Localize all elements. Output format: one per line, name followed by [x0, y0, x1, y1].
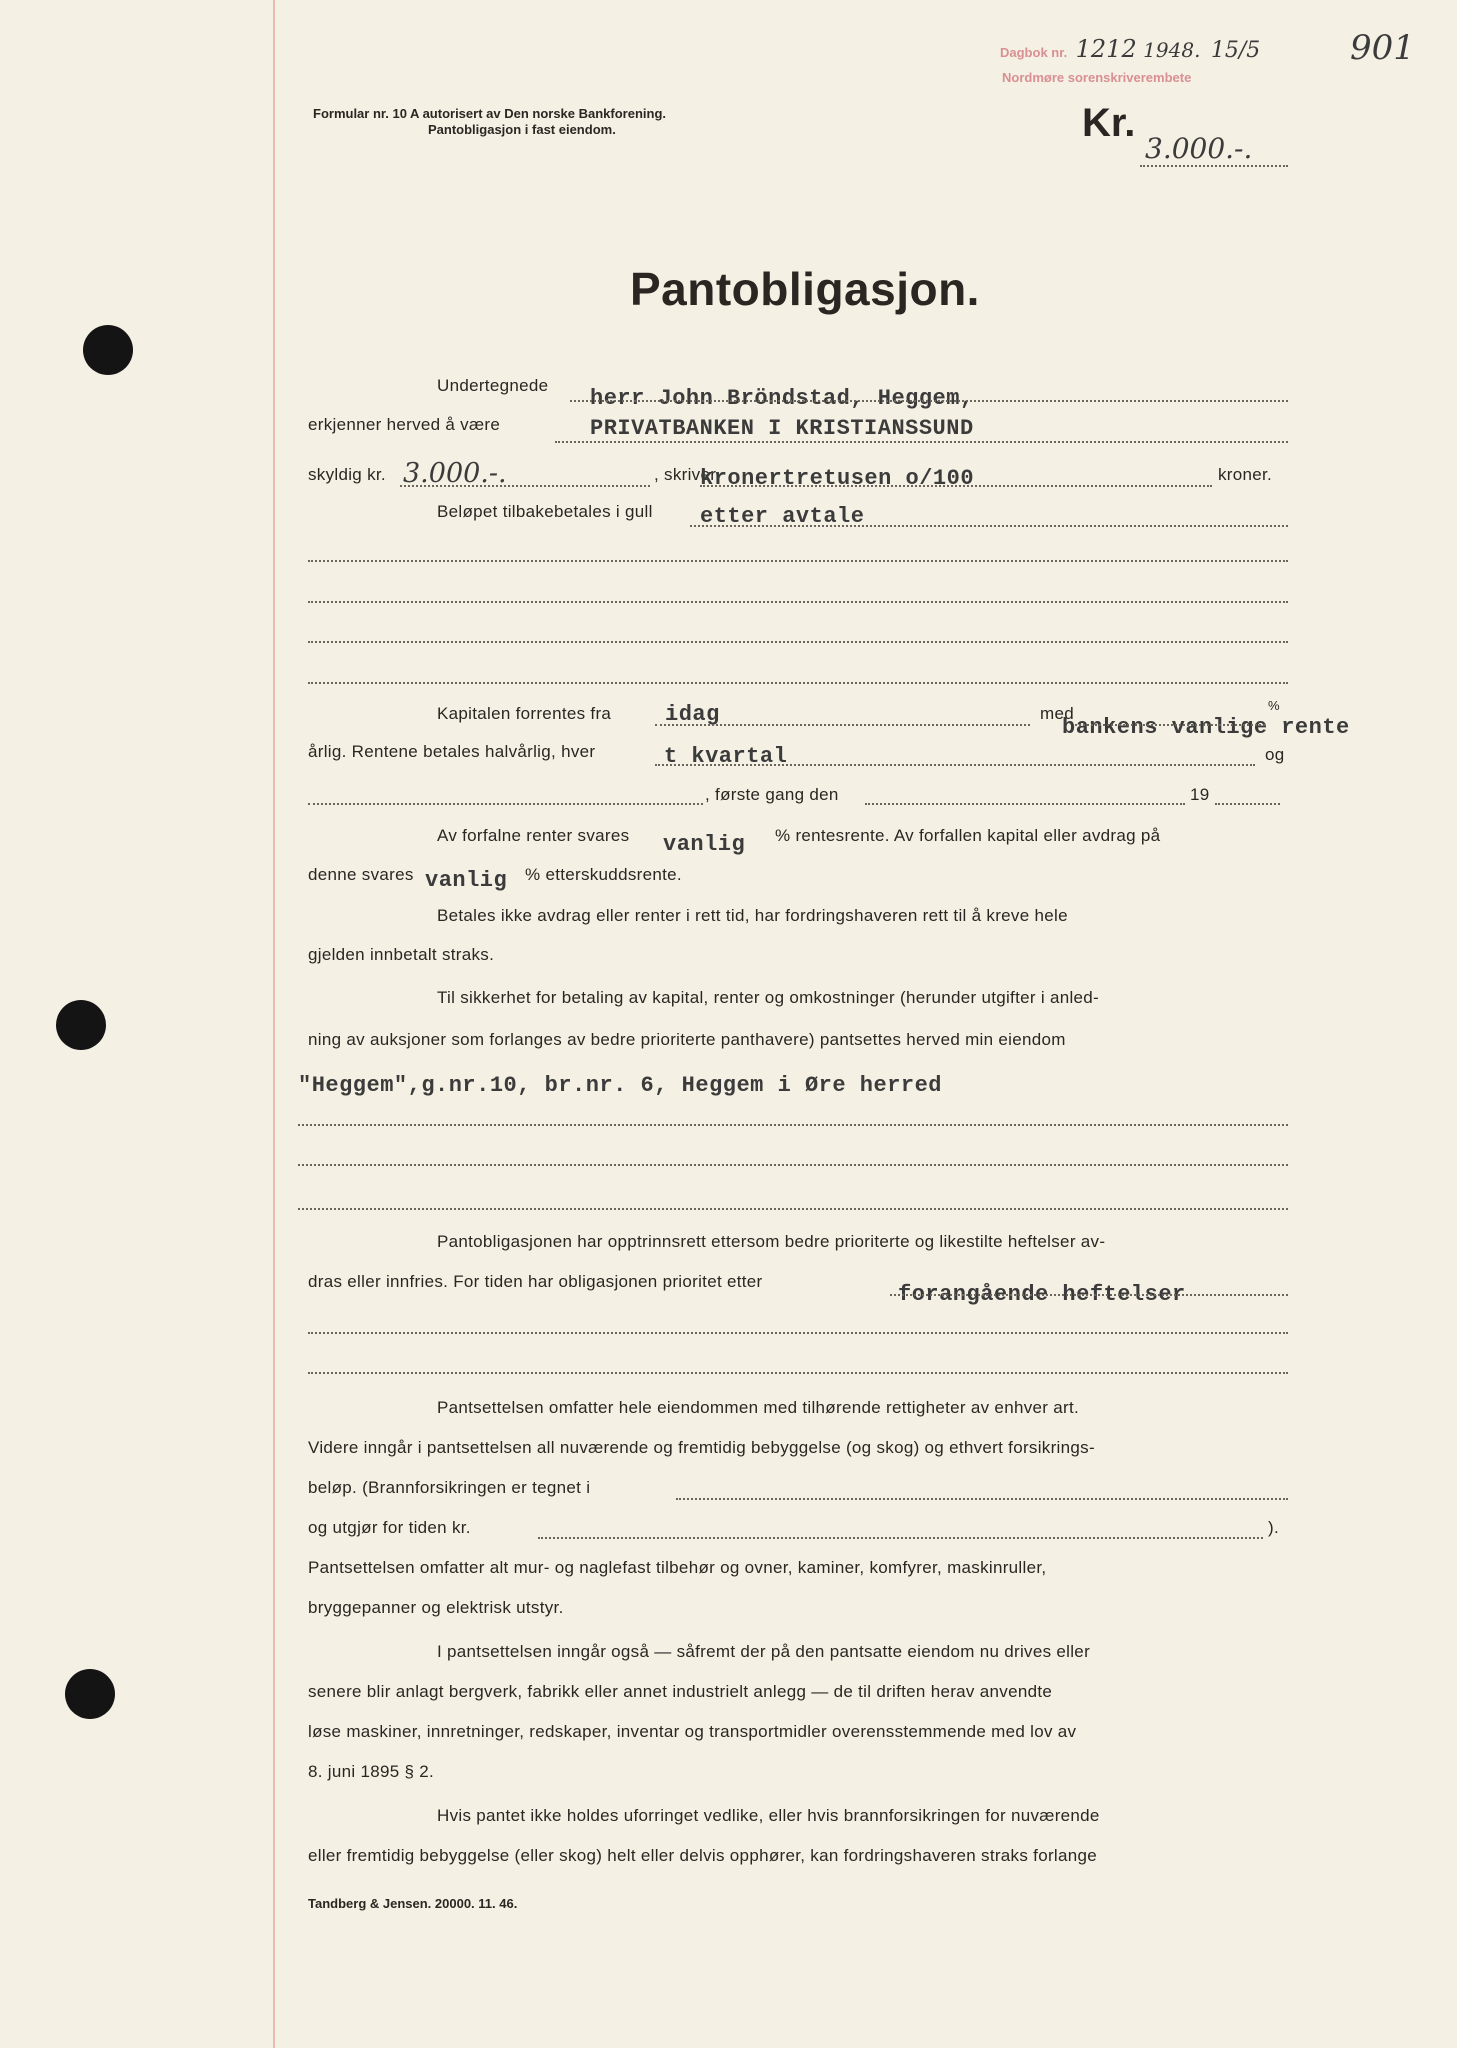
punch-hole	[83, 325, 133, 375]
punch-hole	[56, 1000, 106, 1050]
denne-text: % etterskuddsrente.	[525, 865, 682, 884]
i-line3: løse maskiner, innretninger, redskaper, inventar og transportmidler overensstemmende med lov av	[308, 1722, 1077, 1741]
skyldig-amount: 3.000.-.	[403, 458, 507, 489]
creditor-name: PRIVATBANKEN I KRISTIANSSUND	[590, 416, 974, 441]
stamp-number: 1212	[1075, 35, 1137, 63]
til-line2: ning av auksjoner som forlanges av bedre prioriterte panthavere) pantsettes herved min eiendom	[308, 1030, 1066, 1049]
stamp-date: 15/5	[1210, 38, 1261, 63]
margin-rule	[273, 0, 275, 2048]
arlig-label: årlig. Rentene betales halvårlig, hver	[308, 742, 596, 761]
renter-value: vanlig	[663, 832, 746, 857]
amount-in-words: kronertretusen o/100	[700, 466, 975, 491]
stamp-year: 1948.	[1143, 38, 1201, 62]
priority-value: forangående heftelser	[898, 1282, 1186, 1307]
skriver-label: , skriver	[654, 465, 717, 484]
med-label: med	[1040, 704, 1074, 723]
renter-text: % rentesrente. Av forfallen kapital eller avdrag på	[775, 826, 1161, 845]
betales-line2: gjelden innbetalt straks.	[308, 945, 495, 964]
stamp-prefix: Dagbok nr.	[1000, 45, 1068, 60]
hvis-line1: Hvis pantet ikke holdes uforringet vedlike, eller hvis brannforsikringen for nuværende	[437, 1806, 1100, 1825]
repayment-terms: etter avtale	[700, 504, 865, 529]
debtor-name: herr John Bröndstad, Heggem,	[590, 386, 974, 411]
percent-mark: %	[1268, 698, 1280, 713]
belopet-label: Beløpet tilbakebetales i gull	[437, 502, 653, 521]
betales-line1: Betales ikke avdrag eller renter i rett tid, har fordringshaveren rett til å kreve hele	[437, 906, 1068, 925]
interest-from: idag	[665, 702, 720, 727]
erkjenner-label: erkjenner herved å være	[308, 415, 501, 434]
stamp-office: Nordmøre sorenskriverembete	[1002, 70, 1192, 85]
pants-line6: bryggepanner og elektrisk utstyr.	[308, 1598, 564, 1617]
denne-value: vanlig	[425, 868, 508, 893]
i-line1: I pantsettelsen inngår også — såfremt der på den pantsatte eiendom nu drives eller	[437, 1642, 1091, 1661]
i-line4: 8. juni 1895 § 2.	[308, 1762, 435, 1781]
punch-hole	[65, 1669, 115, 1719]
skyldig-label: skyldig kr.	[308, 465, 386, 484]
pants-line1: Pantsettelsen omfatter hele eiendommen med tilhørende rettigheter av enhver art.	[437, 1398, 1080, 1417]
forste-label: , første gang den	[705, 785, 839, 804]
denne-label: denne svares	[308, 865, 414, 884]
interest-period: t kvartal	[664, 744, 788, 769]
pants-line4: og utgjør for tiden kr.	[308, 1518, 471, 1537]
year-label: 19	[1190, 785, 1210, 804]
kroner-label: kroner.	[1218, 465, 1273, 484]
page-title: Pantobligasjon.	[630, 263, 980, 315]
hvis-line2: eller fremtidig bebyggelse (eller skog) helt eller delvis opphører, kan fordringshaveren straks forlange	[308, 1846, 1098, 1865]
form-id-line2: Pantobligasjon i fast eiendom.	[428, 122, 616, 137]
panto-line2: dras eller innfries. For tiden har obligasjonen prioritet etter	[308, 1272, 763, 1291]
kapitalen-label: Kapitalen forrentes fra	[437, 704, 612, 723]
til-line1: Til sikkerhet for betaling av kapital, renter og omkostninger (herunder utgifter i anled-	[437, 988, 1099, 1007]
property-description: "Heggem",g.nr.10, br.nr. 6, Heggem i Øre herred	[298, 1073, 943, 1098]
registry-stamp	[1000, 35, 1260, 63]
pants-line3: beløp. (Brannforsikringen er tegnet i	[308, 1478, 591, 1497]
pants-line5: Pantsettelsen omfatter alt mur- og naglefast tilbehør og ovner, kaminer, komfyrer, maskinruller,	[308, 1558, 1047, 1577]
interest-rate: bankens vanlige rente	[1062, 715, 1350, 740]
renter-label: Av forfalne renter svares	[437, 826, 630, 845]
kr-label: Kr.	[1082, 101, 1136, 145]
pants-line2: Videre inngår i pantsettelsen all nuværende og fremtidig bebyggelse (og skog) og ethvert forsikrings-	[308, 1438, 1095, 1457]
kr-amount: 3.000.-.	[1145, 132, 1253, 165]
page-number: 901	[1350, 28, 1415, 68]
form-id-line1: Formular nr. 10 A autorisert av Den norske Bankforening.	[313, 106, 667, 121]
panto-line1: Pantobligasjonen har opptrinnsrett ettersom bedre prioriterte og likestilte heftelser av-	[437, 1232, 1106, 1251]
i-line2: senere blir anlagt bergverk, fabrikk eller annet industrielt anlegg — de til driften herav anvendte	[308, 1682, 1053, 1701]
undertegnede-label: Undertegnede	[437, 376, 549, 395]
printer-imprint: Tandberg & Jensen. 20000. 11. 46.	[308, 1896, 518, 1911]
og-label: og	[1265, 745, 1285, 764]
pants-line4-end: ).	[1268, 1518, 1279, 1537]
